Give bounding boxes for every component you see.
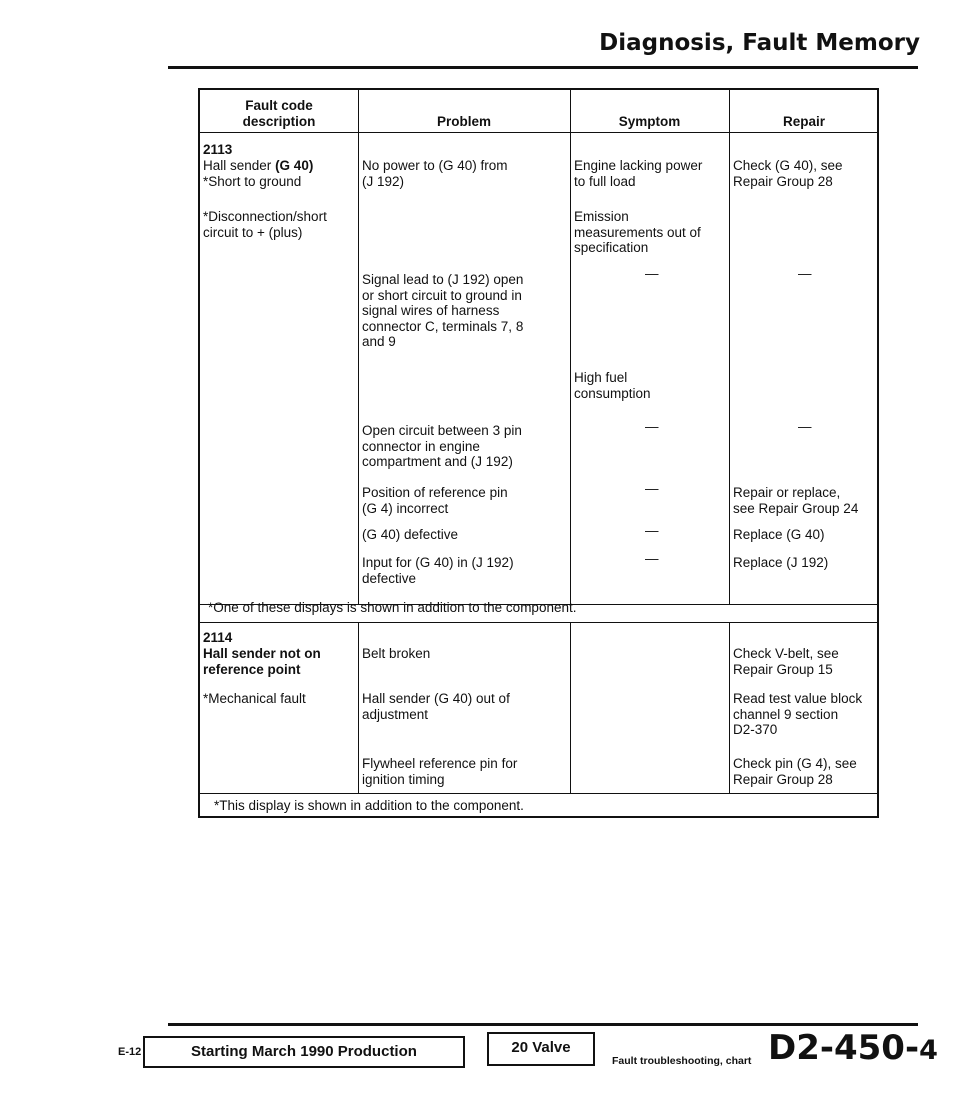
- repair-replace-g40: Replace (G 40): [733, 527, 825, 542]
- symptom-dash-4: —: [645, 523, 659, 538]
- page-title: Diagnosis, Fault Memory: [599, 30, 920, 56]
- symptom-dash-3: —: [645, 481, 659, 496]
- header-problem: Problem: [436, 114, 491, 129]
- footnote1-rule: [200, 622, 877, 623]
- repair-dash-1: —: [798, 266, 812, 281]
- repair-repair-or-replace: Repair or replace, see Repair Group 24: [733, 485, 859, 516]
- problem-no-power: No power to (G 40) from (J 192): [362, 158, 508, 189]
- col-divider-2: [570, 90, 571, 605]
- symptom-dash-2: —: [645, 419, 659, 434]
- fault-mechanical: *Mechanical fault: [203, 691, 306, 706]
- fault-disconnection: *Disconnection/short circuit to + (plus): [203, 209, 327, 240]
- group2-end-rule: [200, 793, 877, 794]
- page-number: D2-450-4: [768, 1028, 938, 1068]
- fault-name-2113: Hall sender (G 40): [203, 158, 314, 173]
- repair-replace-j192: Replace (J 192): [733, 555, 829, 570]
- col-divider-2b: [570, 622, 571, 794]
- symptom-dash-5: —: [645, 551, 659, 566]
- repair-dash-2: —: [798, 419, 812, 434]
- col-divider-1: [358, 90, 359, 605]
- problem-g40-defective: (G 40) defective: [362, 527, 459, 542]
- footnote-group1: *One of these displays is shown in addition to the component.: [208, 600, 577, 615]
- problem-hall-adjustment: Hall sender (G 40) out of adjustment: [362, 691, 510, 722]
- problem-reference-pin: Position of reference pin (G 4) incorrect: [362, 485, 508, 516]
- problem-input-g40: Input for (G 40) in (J 192) defective: [362, 555, 514, 586]
- fault-code-2114: 2114: [203, 630, 233, 645]
- chart-label: Fault troubleshooting, chart: [612, 1055, 752, 1067]
- page-tag: E-12: [118, 1046, 142, 1058]
- footer-rule: [168, 1023, 918, 1026]
- fault-name-2114: Hall sender not on reference point: [203, 646, 321, 677]
- repair-check-vbelt: Check V-belt, see Repair Group 15: [733, 646, 839, 677]
- symptom-high-fuel: High fuel consumption: [574, 370, 651, 401]
- col-divider-1b: [358, 622, 359, 794]
- col-divider-3b: [729, 622, 730, 794]
- header-row-rule: [200, 132, 877, 133]
- col-divider-3: [729, 90, 730, 605]
- problem-open-circuit: Open circuit between 3 pin connector in engine compartment and (J 192): [362, 423, 522, 469]
- repair-check-pin-g4: Check pin (G 4), see Repair Group 28: [733, 756, 857, 787]
- problem-belt-broken: Belt broken: [362, 646, 431, 661]
- symptom-emission: Emission measurements out of specification: [574, 209, 701, 255]
- header-repair: Repair: [782, 114, 826, 129]
- valve-box: 20 Valve: [487, 1032, 595, 1066]
- header-symptom: Symptom: [618, 114, 681, 129]
- problem-flywheel-pin: Flywheel reference pin for ignition timing: [362, 756, 518, 787]
- header-rule: [168, 66, 918, 69]
- repair-read-test-value: Read test value block channel 9 section D2-370: [733, 691, 863, 737]
- problem-signal-lead: Signal lead to (J 192) open or short circuit to ground in signal wires of harness connector C, terminals 7, 8 and 9: [362, 272, 524, 349]
- symptom-lacking-power: Engine lacking power to full load: [574, 158, 703, 189]
- repair-check-g40: Check (G 40), see Repair Group 28: [733, 158, 843, 189]
- symptom-dash-1: —: [645, 266, 659, 281]
- fault-code-2113: 2113: [203, 142, 233, 157]
- header-fault-code: Fault code description: [242, 98, 316, 129]
- fault-table: [198, 88, 879, 818]
- production-box: Starting March 1990 Production: [143, 1036, 465, 1068]
- footnote-group2: *This display is shown in addition to the component.: [214, 798, 524, 813]
- fault-short-to-ground: *Short to ground: [203, 174, 302, 189]
